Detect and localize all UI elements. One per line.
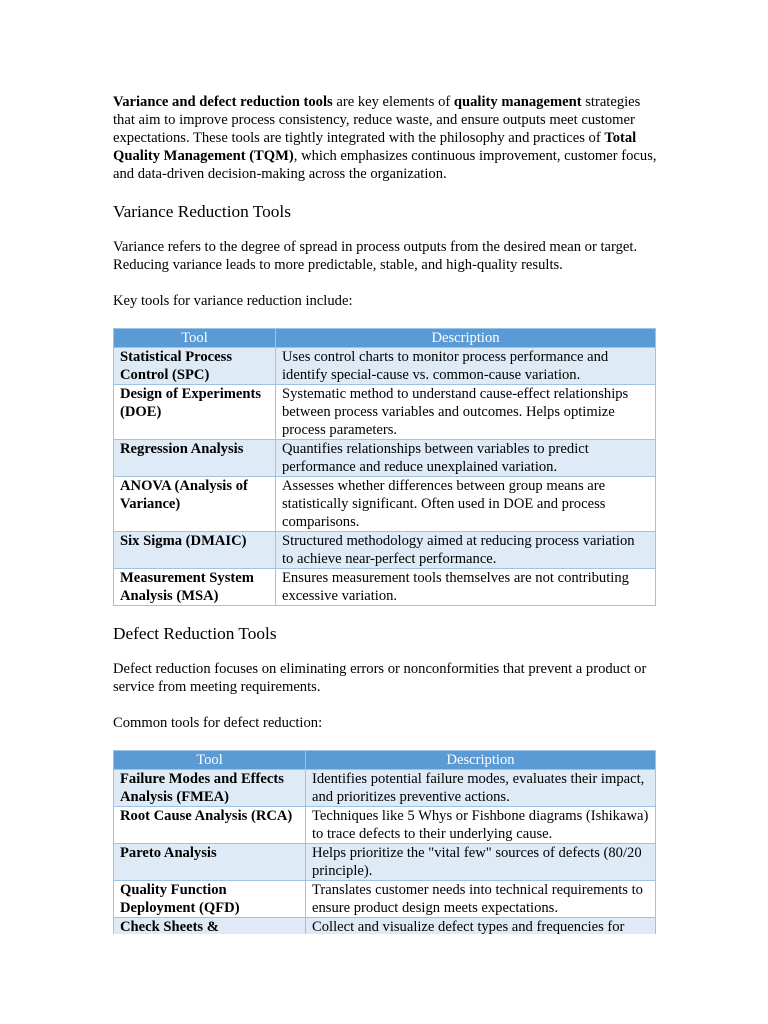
description-cell: Ensures measurement tools themselves are not contributing excessive variation. <box>276 569 656 606</box>
description-cell: Helps prioritize the "vital few" sources of defects (80/20 principle). <box>306 844 656 881</box>
table-row <box>114 770 656 807</box>
intro-paragraph <box>113 93 658 183</box>
table-row <box>114 918 656 935</box>
defect-lead: Common tools for defect reduction: <box>113 715 323 731</box>
tool-cell: Pareto Analysis <box>114 844 306 881</box>
table-row <box>114 348 656 385</box>
defect-table-wrapper <box>113 750 658 934</box>
defect-tools-table <box>113 750 656 934</box>
variance-paragraph: Variance refers to the degree of spread in process outputs from the desired mean or target. Reducing variance leads to more predictable, stable, and high-quality results. <box>113 239 638 273</box>
tool-cell: Quality Function Deployment (QFD) <box>114 881 306 918</box>
variance-lead: Key tools for variance reduction include: <box>113 293 353 309</box>
intro-bold-1: Variance and defect reduction tools <box>113 94 333 110</box>
table-row <box>114 440 656 477</box>
column-header-tool: Tool <box>114 329 276 348</box>
description-cell: Quantifies relationships between variables to predict performance and reduce unexplained variation. <box>276 440 656 477</box>
defect-paragraph: Defect reduction focuses on eliminating errors or nonconformities that prevent a product or service from meeting requirements. <box>113 661 647 695</box>
defect-heading: Defect Reduction Tools <box>113 624 277 643</box>
tool-cell: Check Sheets & <box>114 918 306 935</box>
table-row <box>114 844 656 881</box>
table-row <box>114 807 656 844</box>
description-cell: Identifies potential failure modes, evaluates their impact, and prioritizes preventive actions. <box>306 770 656 807</box>
tool-cell: Regression Analysis <box>114 440 276 477</box>
description-cell: Translates customer needs into technical requirements to ensure product design meets expectations. <box>306 881 656 918</box>
description-cell: Techniques like 5 Whys or Fishbone diagrams (Ishikawa) to trace defects to their underlying cause. <box>306 807 656 844</box>
column-header-description: Description <box>306 751 656 770</box>
table-row <box>114 477 656 532</box>
tool-cell: Statistical Process Control (SPC) <box>114 348 276 385</box>
variance-heading: Variance Reduction Tools <box>113 202 291 221</box>
table-header-row <box>114 329 656 348</box>
table-header-row <box>114 751 656 770</box>
tool-cell: Root Cause Analysis (RCA) <box>114 807 306 844</box>
document-content <box>113 93 658 934</box>
tool-cell: Measurement System Analysis (MSA) <box>114 569 276 606</box>
tool-cell: Design of Experiments (DOE) <box>114 385 276 440</box>
intro-text-1: are key elements of <box>332 94 454 110</box>
description-cell: Uses control charts to monitor process performance and identify special-cause vs. common-cause variation. <box>276 348 656 385</box>
tool-cell: Six Sigma (DMAIC) <box>114 532 276 569</box>
tool-cell: ANOVA (Analysis of Variance) <box>114 477 276 532</box>
description-cell: Collect and visualize defect types and frequencies for <box>306 918 656 935</box>
intro-bold-3: Total Quality Management (TQM) <box>113 130 637 164</box>
variance-tools-table <box>113 328 656 606</box>
intro-bold-2: quality management <box>453 94 582 110</box>
tool-cell: Failure Modes and Effects Analysis (FMEA) <box>114 770 306 807</box>
table-row <box>114 532 656 569</box>
description-cell: Structured methodology aimed at reducing process variation to achieve near-perfect performance. <box>276 532 656 569</box>
column-header-tool: Tool <box>114 751 306 770</box>
column-header-description: Description <box>276 329 656 348</box>
intro-text-3: , which emphasizes continuous improvement, customer focus, and data-driven decision-making across the organization. <box>113 148 657 182</box>
description-cell: Systematic method to understand cause-effect relationships between process variables and outcomes. Helps optimize process parameters. <box>276 385 656 440</box>
table-row <box>114 385 656 440</box>
table-row <box>114 569 656 606</box>
table-row <box>114 881 656 918</box>
intro-text-2: strategies that aim to improve process consistency, reduce waste, and ensure outputs meet customer expectations. These tools are tightly integrated with the philosophy and practices of <box>113 94 641 146</box>
description-cell: Assesses whether differences between group means are statistically significant. Often used in DOE and process comparisons. <box>276 477 656 532</box>
